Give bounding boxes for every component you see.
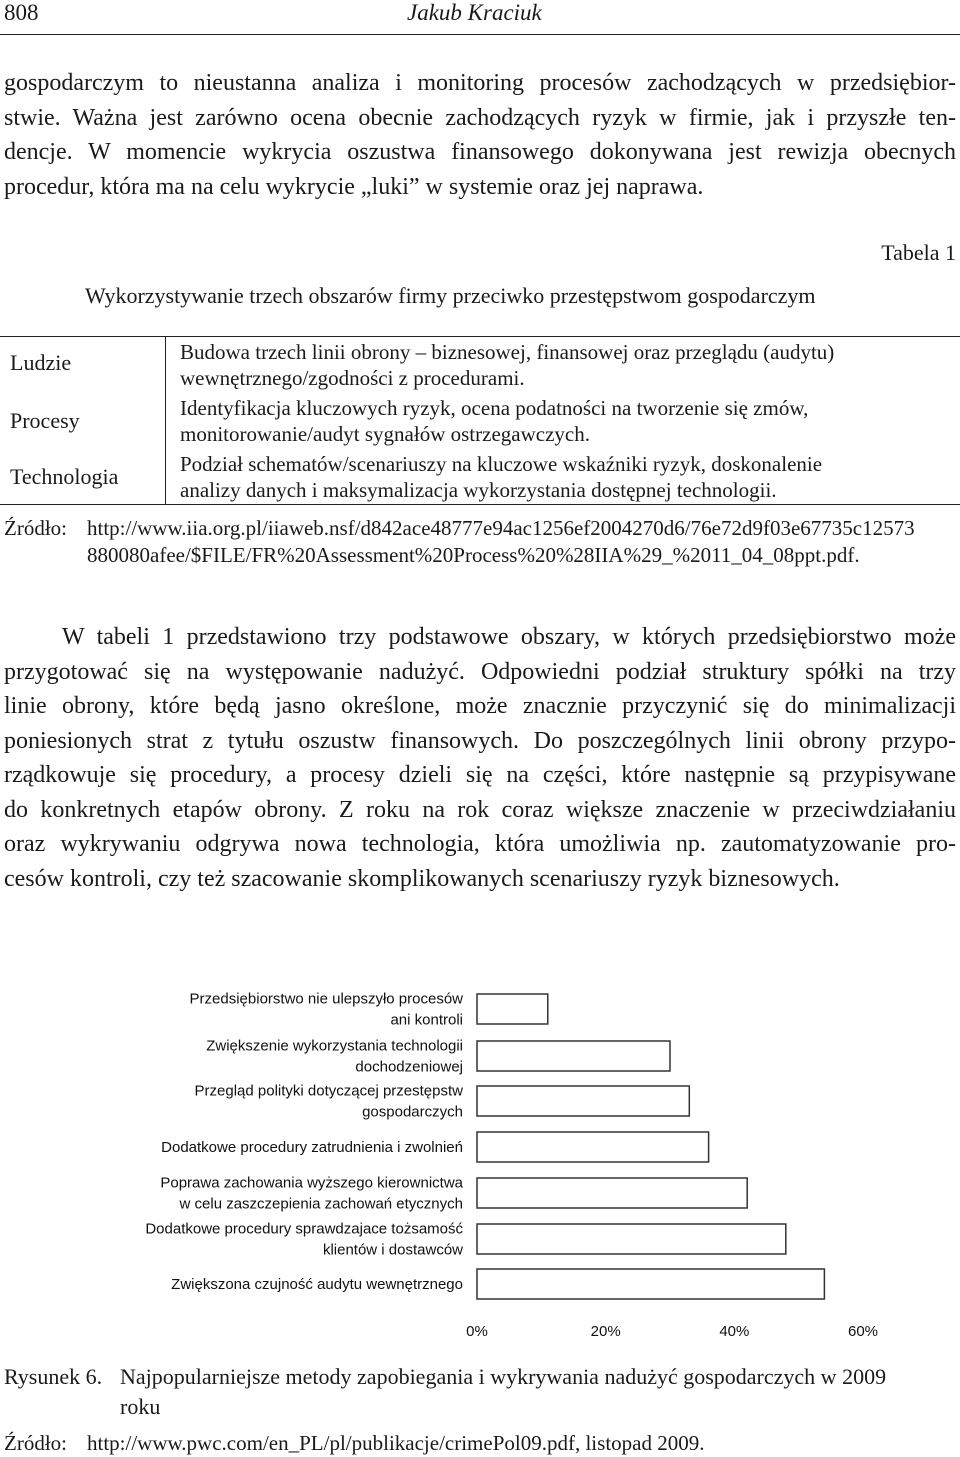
figure-label: Rysunek 6.	[4, 1364, 103, 1389]
table-label: Tabela 1	[881, 240, 956, 265]
chart-x-tick-label: 0%	[466, 1323, 488, 1340]
text-line: cesów kontroli, czy też szacowanie skomplikowanych scenariuszy ryzyk biznesowych.	[4, 865, 840, 892]
text-line: W tabeli 1 przedstawiono trzy podstawowe obszary, w których przedsiębiorstwo może	[62, 624, 956, 650]
chart-category-label: Dodatkowe procedury zatrudnienia i zwolnień	[161, 1139, 463, 1156]
text-line: linie obrony, które będą jasno określone, może znacznie przyczynić się do minimalizacji	[4, 693, 956, 719]
table-top-rule	[0, 336, 960, 337]
figure-source	[4, 1430, 705, 1457]
text-line: Podział schematów/scenariuszy na kluczowe wskaźniki ryzyk, doskonalenie	[180, 452, 823, 476]
table-bottom-rule	[0, 504, 960, 505]
chart-category-label: dochodzeniowej	[355, 1058, 463, 1076]
chart-category-label: ani kontroli	[390, 1011, 463, 1029]
bar-chart	[0, 970, 960, 1350]
chart-category-label: Zwiększona czujność audytu wewnętrznego	[171, 1276, 463, 1293]
table-cell-area: Technologia	[10, 464, 119, 489]
figure-caption	[4, 1362, 887, 1419]
text-line: do konkretnych etapów obrony. Z roku na rok coraz większe znaczenie w przeciwdziałaniu	[4, 796, 956, 823]
text-line: rządkowuje się procedury, a procesy dzieli się na części, które następnie są przypisywane	[4, 762, 956, 788]
table-title: Wykorzystywanie trzech obszarów firmy przeciwko przestępstwom gospodarczym	[85, 283, 816, 308]
chart-bar	[477, 1132, 709, 1162]
source-label: Źródło:	[4, 1431, 67, 1455]
table-source	[4, 515, 915, 567]
chart-bar	[477, 1269, 824, 1299]
source-label: Źródło:	[4, 516, 67, 540]
chart-category-label: Przedsiębiorstwo nie ulepszyło procesów	[189, 990, 463, 1008]
intro-paragraph	[4, 66, 956, 204]
table-cell-description	[180, 451, 940, 503]
table-cell-area: Ludzie	[10, 350, 72, 375]
chart-category-label: w celu zaszczepienia zachowań etycznych	[179, 1195, 463, 1213]
chart-category-label: Przegląd polityki dotyczącej przestępstw	[194, 1082, 463, 1100]
table-cell-description	[180, 395, 940, 447]
chart-x-tick-label: 40%	[719, 1323, 750, 1340]
chart-category-label: Dodatkowe procedury sprawdzajace tożsamość	[145, 1220, 463, 1238]
page-number: 808	[4, 0, 39, 25]
source-url: http://www.pwc.com/en_PL/pl/publikacje/crimePol09.pdf, listopad 2009.	[87, 1431, 705, 1455]
running-header-author: Jakub Kraciuk	[407, 0, 542, 25]
chart-bar	[477, 1041, 670, 1071]
table-cell-area: Procesy	[10, 408, 80, 433]
chart-x-tick-label: 20%	[590, 1323, 621, 1340]
header-divider	[0, 34, 960, 35]
text-line: dencje. W momencie wykrycia oszustwa finansowego dokonywana jest rewizja obecnych	[4, 139, 956, 165]
text-line: monitorowanie/audyt sygnałów ostrzegawczych.	[180, 422, 590, 446]
text-line: wewnętrznego/zgodności z procedurami.	[180, 366, 525, 390]
body-paragraph	[4, 620, 956, 896]
chart-category-label: Zwiększenie wykorzystania technologii	[206, 1037, 463, 1055]
source-url-line: 880080afee/$FILE/FR%20Assessment%20Process%20%28IIA%29_%2011_04_08ppt.pdf.	[87, 543, 860, 567]
chart-category-label: Poprawa zachowania wyższego kierownictwa	[160, 1174, 463, 1192]
text-line: Identyfikacja kluczowych ryzyk, ocena podatności na tworzenie się zmów,	[180, 396, 809, 420]
caption-line: roku	[120, 1394, 161, 1419]
chart-bar	[477, 1224, 786, 1254]
text-line: Budowa trzech linii obrony – biznesowej, finansowej oraz przeglądu (audytu)	[180, 340, 835, 364]
table-column-divider	[165, 336, 166, 504]
text-line: poniesionych strat z tytułu oszustw finansowych. Do poszczególnych linii obrony przypo-	[4, 727, 956, 754]
chart-bar	[477, 1178, 747, 1208]
text-line: procedur, która ma na celu wykrycie „luki” w systemie oraz jej naprawa.	[4, 173, 704, 200]
text-line: analizy danych i maksymalizacja wykorzystania dostępnej technologii.	[180, 478, 777, 502]
chart-bar	[477, 994, 548, 1024]
chart-bar	[477, 1086, 689, 1116]
chart-x-tick-label: 60%	[847, 1323, 879, 1340]
text-line: gospodarczym to nieustanna analiza i monitoring procesów zachodzących w przedsiębior-	[4, 70, 956, 96]
source-url-line: http://www.iia.org.pl/iiaweb.nsf/d842ace48777e94ac1256ef2004270d6/76e72d9f03e67735c12573	[87, 516, 915, 540]
table-cell-description	[180, 339, 940, 391]
chart-category-label: klientów i dostawców	[322, 1241, 463, 1259]
caption-line: Najpopularniejsze metody zapobiegania i wykrywania nadużyć gospodarczych w 2009	[120, 1364, 887, 1389]
text-line: przygotować się na występowanie nadużyć. Odpowiedni podział struktury spółki na trzy	[4, 658, 956, 685]
text-line: stwie. Ważna jest zarówno ocena obecnie zachodzących ryzyk w firmie, jak i przyszłe ten-	[4, 104, 956, 131]
text-line: oraz wykrywaniu odgrywa nowa technologia, która umożliwia np. zautomatyzowanie pro-	[4, 831, 956, 857]
chart-category-label: gospodarczych	[362, 1103, 463, 1121]
